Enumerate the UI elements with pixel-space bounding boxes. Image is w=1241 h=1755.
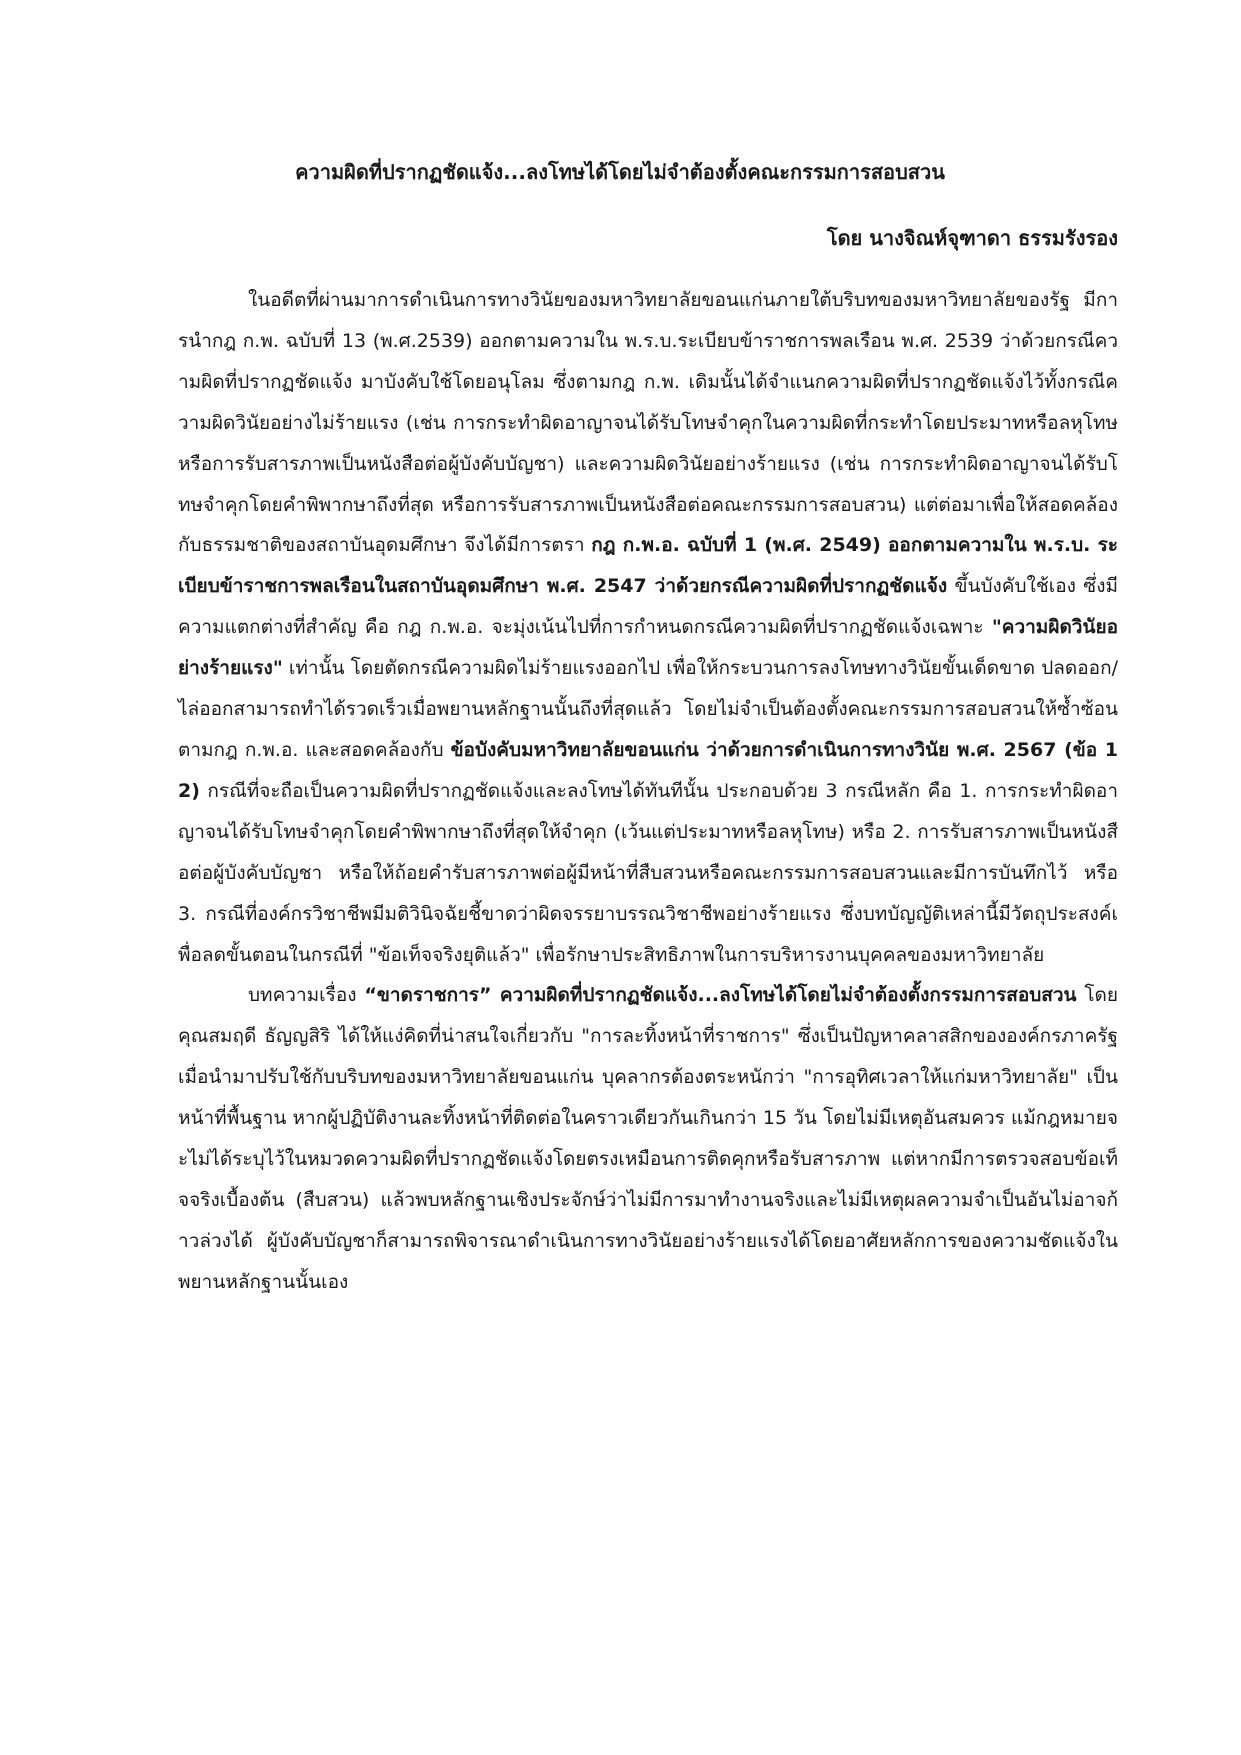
paragraph-1-bold-2: "ความผิดวินัยอย่างร้ายแรง" bbox=[178, 616, 1118, 680]
paragraph-1-text-1: ในอดีตที่ผ่านมาการดำเนินการทางวินัยของมหาวิทยาลัยขอนแก่นภายใต้บริบทของมหาวิทยาลัยของรัฐ มีการนำกฎ ก.พ. ฉบับที่ 13 (พ.ศ.2539) ออกตามความใน พ.ร.บ.ระเบียบข้าราชการพลเรือน พ.ศ. 2539 ว่าด้วยกรณีความผิดที่ปรากฏชัดแจ้ง มาบังคับใช้โดยอนุโลม ซึ่งตามกฎ ก.พ. เดิมนั้นได้จำแนกความผิดที่ปรากฏชัดแจ้งไว้ทั้งกรณีความผิดวินัยอย่างไม่ร้ายแรง (เช่น การกระทำผิดอาญาจนได้รับโทษจำคุกในความผิดที่กระทำโดยประมาทหรือลหุโทษ หรือการรับสารภาพเป็นหนังสือต่อผู้บังคับบัญชา) และความผิดวินัยอย่างร้ายแรง (เช่น การกระทำผิดอาญาจนได้รับโทษจำคุกโดยคำพิพากษาถึงที่สุด หรือการรับสารภาพเป็นหนังสือต่อคณะกรรมการสอบสวน) แต่ต่อมาเพื่อให้สอดคล้องกับธรรมชาติของสถาบันอุดมศึกษา จึงได้มีการตรา bbox=[178, 289, 1118, 557]
paragraph-1-text-4: กรณีที่จะถือเป็นความผิดที่ปรากฏชัดแจ้งและลงโทษได้ทันทีนั้น ประกอบด้วย 3 กรณีหลัก คือ 1. การกระทำผิดอาญาจนได้รับโทษจำคุกโดยคำพิพากษาถึงที่สุดให้จำคุก (เว้นแต่ประมาทหรือลหุโทษ) หรือ 2. การรับสารภาพเป็นหนังสือต่อผู้บังคับบัญชา หรือให้ถ้อยคำรับสารภาพต่อผู้มีหน้าที่สืบสวนหรือคณะกรรมการสอบสวนและมีการบันทึกไว้ หรือ 3. กรณีที่องค์กรวิชาชีพมีมติวินิจฉัยชี้ขาดว่าผิดจรรยาบรรณวิชาชีพอย่างร้ายแรง ซึ่งบทบัญญัติเหล่านี้มีวัตถุประสงค์เพื่อลดขั้นตอนในกรณีที่ "ข้อเท็จจริงยุติแล้ว" เพื่อรักษาประสิทธิภาพในการบริหารงานบุคคลของมหาวิทยาลัย bbox=[178, 779, 1118, 966]
paragraph-1-bold-3: ข้อบังคับมหาวิทยาลัยขอนแก่น ว่าด้วยการดำเนินการทางวินัย พ.ศ. 2567 (ข้อ 12) bbox=[178, 738, 1118, 802]
document-title: ความผิดที่ปรากฏชัดแจ้ง...ลงโทษได้โดยไม่จำต้องตั้งคณะกรรมการสอบสวน bbox=[295, 160, 945, 184]
paragraph-2-text-1: บทความเรื่อง bbox=[248, 984, 365, 1007]
paragraph-1-bold-1: กฎ ก.พ.อ. ฉบับที่ 1 (พ.ศ. 2549) ออกตามความใน พ.ร.บ. ระเบียบข้าราชการพลเรือนในสถาบันอุดมศึกษา พ.ศ. 2547 ว่าด้วยกรณีความผิดที่ปรากฏชัดแจ้ง bbox=[178, 534, 1118, 598]
author-line: โดย นางจิณห์จุฑาดา ธรรมรังรอง bbox=[826, 226, 1118, 250]
paragraph-2-text-2: โดยคุณสมฤดี ธัญญสิริ ได้ให้แง่คิดที่น่าสนใจเกี่ยวกับ "การละทิ้งหน้าที่ราชการ" ซึ่งเป็นปัญหาคลาสสิกขององค์กรภาครัฐ เมื่อนำมาปรับใช้กับบริบทของมหาวิทยาลัยขอนแก่น บุคลากรต้องตระหนักว่า "การอุทิศเวลาให้แก่มหาวิทยาลัย" เป็นหน้าที่พื้นฐาน หากผู้ปฏิบัติงานละทิ้งหน้าที่ติดต่อในคราวเดียวกันเกินกว่า 15 วัน โดยไม่มีเหตุอันสมควร แม้กฎหมายจะไม่ได้ระบุไว้ในหมวดความผิดที่ปรากฏชัดแจ้งโดยตรงเหมือนการติดคุกหรือรับสารภาพ แต่หากมีการตรวจสอบข้อเท็จจริงเบื้องต้น (สืบสวน) แล้วพบหลักฐานเชิงประจักษ์ว่าไม่มีการมาทำงานจริงและไม่มีเหตุผลความจำเป็นอันไม่อาจก้าวล่วงได้ ผู้บังคับบัญชาก็สามารถพิจารณาดำเนินการทางวินัยอย่างร้ายแรงได้โดยอาศัยหลักการของความชัดแจ้งในพยานหลักฐานนั้นเอง bbox=[178, 984, 1119, 1293]
paragraph-2 bbox=[178, 975, 1118, 1302]
paragraph-1-text-2: ขึ้นบังคับใช้เอง ซึ่งมีความแตกต่างที่สำคัญ คือ กฎ ก.พ.อ. จะมุ่งเน้นไปที่การกำหนดกรณีความผิดที่ปรากฏชัดแจ้งเฉพาะ bbox=[178, 575, 1118, 639]
paragraph-2-bold-1: “ขาดราชการ” ความผิดที่ปรากฏชัดแจ้ง...ลงโทษได้โดยไม่จำต้องตั้งกรรมการสอบสวน bbox=[364, 984, 1077, 1007]
paragraph-1 bbox=[178, 280, 1118, 975]
document-body bbox=[178, 280, 1118, 1303]
paragraph-1-text-3: เท่านั้น โดยตัดกรณีความผิดไม่ร้ายแรงออกไป เพื่อให้กระบวนการลงโทษทางวินัยขั้นเด็ดขาด ปลดออก/ไล่ออกสามารถทำได้รวดเร็วเมื่อพยานหลักฐานนั้นถึงที่สุดแล้ว โดยไม่จำเป็นต้องตั้งคณะกรรมการสอบสวนให้ซ้ำซ้อน ตามกฎ ก.พ.อ. และสอดคล้องกับ bbox=[178, 657, 1118, 761]
